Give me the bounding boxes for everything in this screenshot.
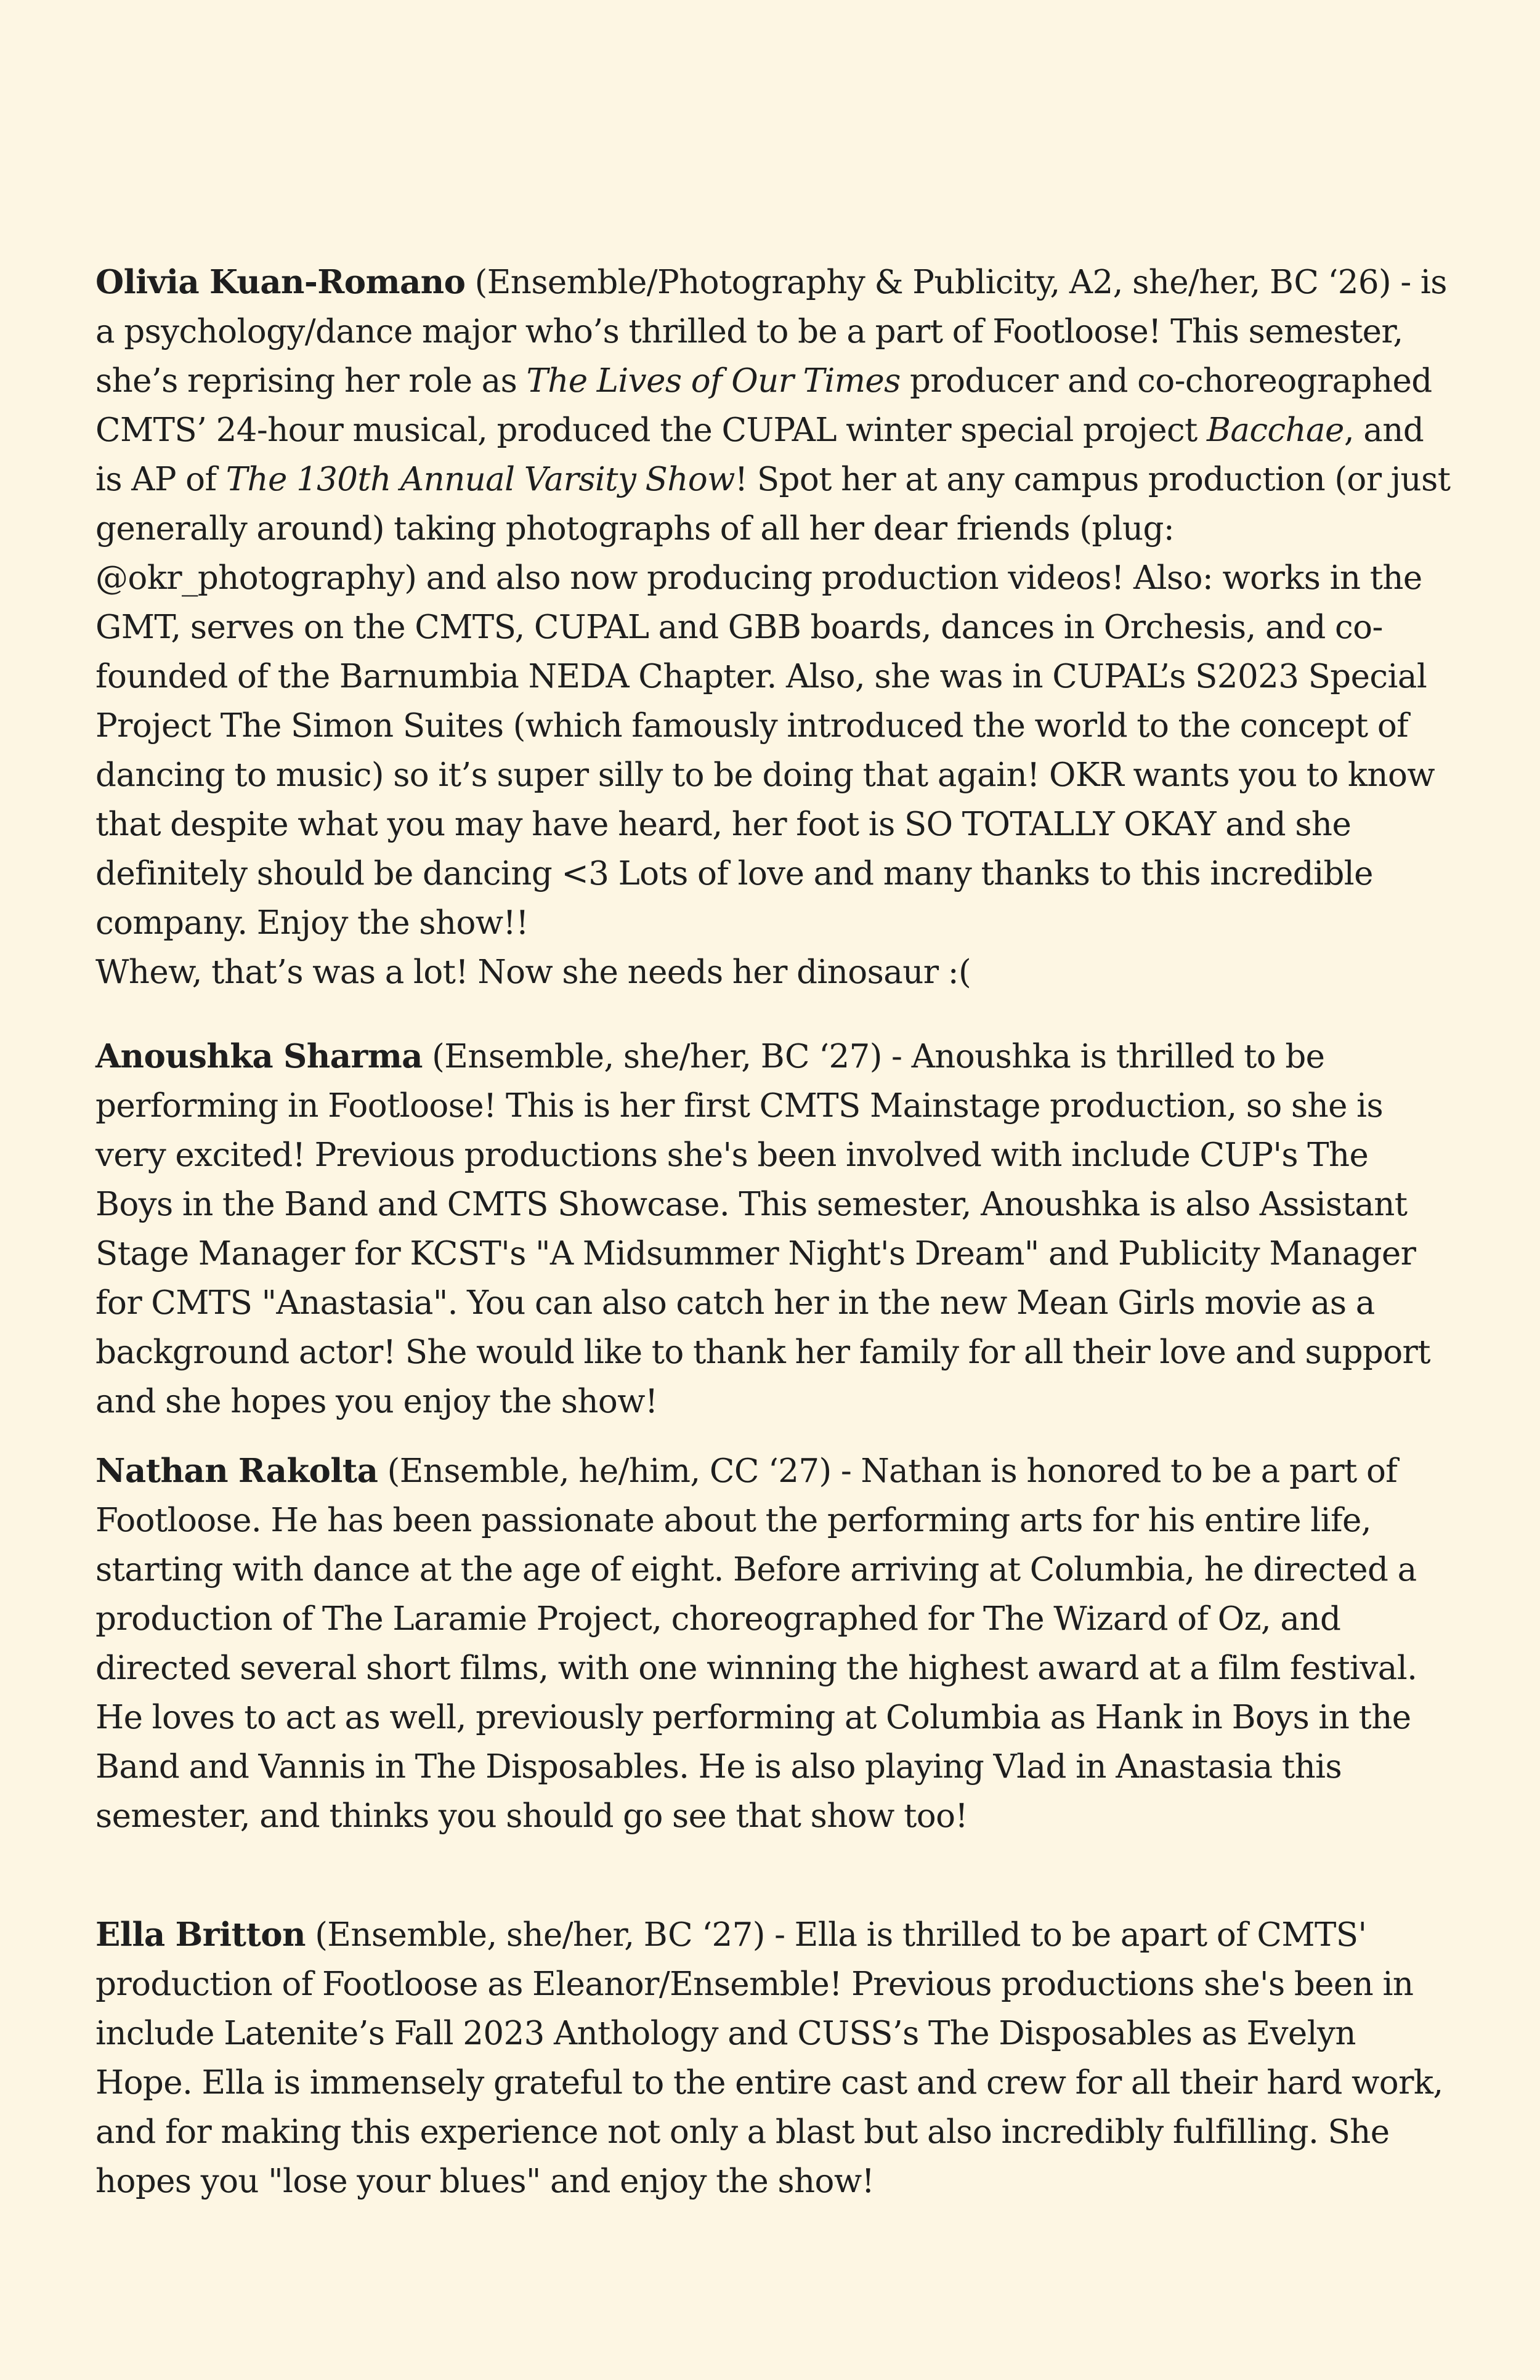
bio-name: Anoushka Sharma [95, 1037, 423, 1075]
show-title-italic: Bacchae [1207, 411, 1344, 449]
show-title-italic: The Lives of Our Times [526, 362, 901, 400]
bio-text: (Ensemble, she/her, BC ‘27) - Ella is thrilled to be apart of CMTS' production of Footloose as Eleanor/Ensemble! Previous productions she's been in include Latenite’s Fall 2023 Anthology and CUSS’s The Disposables as Evelyn Hope. Ella is immensely grateful to the entire cast and crew for all their hard work, and for making this experience not only a blast but also incredibly fulfilling. She hopes you "lose your blues" and enjoy the show! [95, 1916, 1443, 2200]
bio-ella-britton [95, 1910, 1451, 2206]
bio-name: Nathan Rakolta [95, 1452, 378, 1490]
bio-olivia-kuan-romano [95, 257, 1451, 997]
bio-text: producer and co-choreographed CMTS’ 24-hour musical, produced the CUPAL winter special project [95, 362, 1432, 449]
bio-text: , and is AP of [95, 411, 1424, 498]
bio-text: (Ensemble/Photography & Publicity, A2, she/her, BC ‘26) - is a psychology/dance major who’s thrilled to be a part of Footloose! This semester, she’s reprising her role as [95, 264, 1447, 400]
bio-name: Ella Britton [95, 1916, 306, 1954]
bio-afterword: Whew, that’s was a lot! Now she needs her dinosaur :( [95, 953, 971, 991]
bio-nathan-rakolta [95, 1446, 1451, 1841]
bio-anoushka-sharma [95, 1032, 1451, 1427]
bio-name: Olivia Kuan-Romano [95, 263, 466, 301]
bio-text: (Ensemble, he/him, CC ‘27) - Nathan is honored to be a part of Footloose. He has been passionate about the performing arts for his entire life, starting with dance at the age of eight. Before arriving at Columbia, he directed a production of The Laramie Project, choreographed for The Wizard of Oz, and directed several short films, with one winning the highest award at a film festival. He loves to act as well, previously performing at Columbia as Hank in Boys in the Band and Vannis in The Disposables. He is also playing Vlad in Anastasia this semester, and thinks you should go see that show too! [95, 1452, 1417, 1835]
bio-page [95, 257, 1451, 2206]
bio-text: (Ensemble, she/her, BC ‘27) - Anoushka is thrilled to be performing in Footloose! This is her first CMTS Mainstage production, so she is very excited! Previous productions she's been involved with include CUP's The Boys in the Band and CMTS Showcase. This semester, Anoushka is also Assistant Stage Manager for KCST's "A Midsummer Night's Dream" and Publicity Manager for CMTS "Anastasia". You can also catch her in the new Mean Girls movie as a background actor! She would like to thank her family for all their love and support and she hopes you enjoy the show! [95, 1038, 1430, 1420]
bio-text: ! Spot her at any campus production (or just generally around) taking photographs of all her dear friends (plug: @okr_photography) and also now producing production videos! Also: works in the GMT, serves on the CMTS, CUPAL and GBB boards, dances in Orchesis, and co-founded of the Barnumbia NEDA Chapter. Also, she was in CUPAL’s S2023 Special Project The Simon Suites (which famously introduced the world to the concept of dancing to music) so it’s super silly to be doing that again! OKR wants you to know that despite what you may have heard, her foot is SO TOTALLY OKAY and she definitely should be dancing <3 Lots of love and many thanks to this incredible company. Enjoy the show!! [95, 461, 1451, 942]
show-title-italic: The 130th Annual Varsity Show [225, 461, 735, 498]
